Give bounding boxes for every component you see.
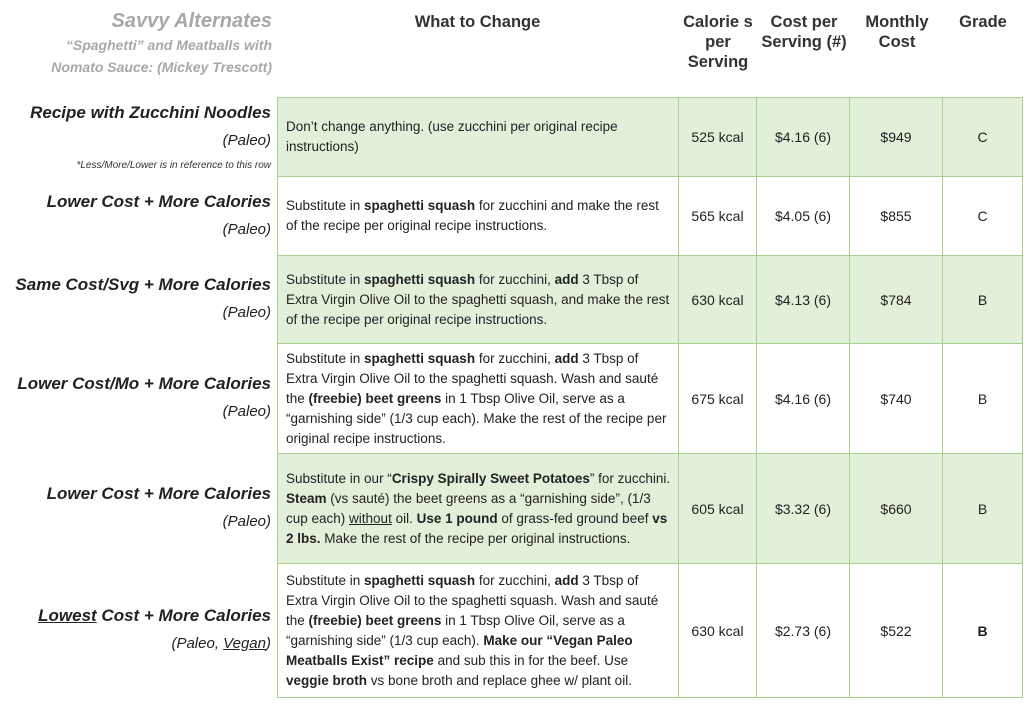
row-label-emphasis: Lowest bbox=[38, 606, 97, 625]
calories-cell: 630 kcal bbox=[679, 256, 757, 344]
row-diet-tag: (Paleo) bbox=[222, 304, 271, 321]
change-text-segment: for zucchini and make the rest of the recipe per original recipe instructions. bbox=[286, 198, 659, 233]
monthly-cost-cell: $660 bbox=[850, 454, 943, 564]
table-row bbox=[278, 454, 1023, 564]
monthly-cost-cell: $949 bbox=[850, 98, 943, 177]
change-text-segment: vs bone broth and replace ghee w/ plant oil. bbox=[367, 672, 632, 688]
header-what-to-change: What to Change bbox=[414, 13, 541, 31]
table-row bbox=[278, 98, 1023, 177]
row-label-text: Lower Cost/Mo + More Calories bbox=[17, 374, 271, 393]
reference-note: *Less/More/Lower is in reference to this row bbox=[76, 159, 271, 171]
change-text-segment: Crispy Spirally Sweet Potatoes bbox=[391, 470, 590, 486]
row-diet-tag: (Paleo) bbox=[222, 131, 271, 149]
monthly-cost-cell: $855 bbox=[850, 177, 943, 256]
change-text-segment: Substitute in bbox=[286, 198, 365, 213]
row-diet-tag-part: ) bbox=[266, 635, 271, 652]
grade-cell: B bbox=[943, 564, 1023, 698]
calories-cell: 565 kcal bbox=[679, 177, 757, 256]
header-cost-per-serving: Cost per Serving (#) bbox=[761, 13, 847, 51]
row-label-title bbox=[0, 273, 271, 297]
change-text-segment: Substitute in our “ bbox=[286, 470, 392, 486]
change-text-segment: add bbox=[554, 350, 579, 366]
page-title: Savvy Alternates bbox=[111, 10, 272, 32]
change-text-segment: of grass-fed ground beef bbox=[497, 510, 653, 526]
change-text-segment: spaghetti squash bbox=[364, 198, 476, 213]
change-text-segment: spaghetti squash bbox=[364, 572, 476, 588]
recipe-subtitle-line2: Nomato Sauce: (Mickey Trescott) bbox=[51, 59, 272, 75]
change-text-segment: Steam bbox=[286, 490, 327, 506]
change-description bbox=[278, 177, 679, 256]
grade-cell: B bbox=[943, 344, 1023, 454]
row-label-title bbox=[0, 190, 271, 214]
row-diet-tag: (Paleo) bbox=[222, 513, 271, 530]
change-text-segment: Substitute in bbox=[286, 572, 365, 588]
header-calories: Calorie s per Serving bbox=[683, 13, 753, 71]
row-label-text: Recipe with Zucchini Noodles bbox=[30, 102, 271, 122]
row-diet-tag-part: (Paleo, bbox=[171, 635, 224, 652]
change-text-segment: oil. bbox=[391, 510, 417, 526]
grade-cell: C bbox=[943, 98, 1023, 177]
row-label-title bbox=[0, 604, 271, 628]
calories-cell: 630 kcal bbox=[679, 564, 757, 698]
change-text-segment: for zucchini, bbox=[475, 572, 555, 588]
change-text-segment: in 1 Tbsp Olive Oil, serve as a “garnishing side” (1/3 cup each). bbox=[286, 612, 625, 648]
change-description bbox=[278, 564, 679, 698]
table-row bbox=[278, 256, 1023, 344]
change-description bbox=[278, 256, 679, 344]
row-diet-tag: (Paleo) bbox=[222, 220, 271, 238]
change-text-segment: without bbox=[349, 510, 392, 526]
change-text-segment: and sub this in for the beef. Use bbox=[433, 652, 629, 668]
calories-cell: 605 kcal bbox=[679, 454, 757, 564]
calories-cell: 525 kcal bbox=[679, 98, 757, 177]
row-label-title bbox=[0, 372, 271, 396]
recipe-subtitle-line1: “Spaghetti” and Meatballs with bbox=[65, 37, 272, 53]
monthly-cost-cell: $784 bbox=[850, 256, 943, 344]
change-text-segment: Substitute in bbox=[286, 271, 365, 287]
title-block bbox=[0, 8, 272, 78]
change-text-segment: ” for zucchini. bbox=[589, 470, 671, 486]
row-label-text: Lower Cost + More Calories bbox=[46, 191, 271, 211]
cost-per-serving-cell: $4.13 (6) bbox=[757, 256, 850, 344]
change-text-segment: vs 2 lbs. bbox=[286, 510, 668, 546]
row-label bbox=[0, 482, 271, 534]
table-row bbox=[278, 564, 1023, 698]
row-diet-tag-part: Vegan bbox=[223, 635, 266, 652]
calories-cell: 675 kcal bbox=[679, 344, 757, 454]
row-label bbox=[0, 372, 271, 424]
table-row bbox=[278, 177, 1023, 256]
cost-per-serving-cell: $4.16 (6) bbox=[757, 344, 850, 454]
change-text-segment: add bbox=[554, 572, 579, 588]
options-table bbox=[277, 97, 1023, 698]
row-diet-tag bbox=[0, 632, 271, 656]
change-text-segment: 3 Tbsp of Extra Virgin Olive Oil to the spaghetti squash. Wash and sauté the bbox=[286, 350, 659, 406]
grade-cell: B bbox=[943, 256, 1023, 344]
cost-per-serving-cell: $3.32 (6) bbox=[757, 454, 850, 564]
monthly-cost-cell: $522 bbox=[850, 564, 943, 698]
change-text-segment: for zucchini, bbox=[475, 350, 555, 366]
grade-cell: C bbox=[943, 177, 1023, 256]
change-text-segment: Don’t change anything. (use zucchini per original recipe instructions) bbox=[286, 119, 618, 154]
row-diet-tag: (Paleo) bbox=[222, 403, 271, 420]
change-description bbox=[278, 98, 679, 177]
row-label bbox=[0, 190, 271, 242]
cost-per-serving-cell: $2.73 (6) bbox=[757, 564, 850, 698]
change-text-segment: add bbox=[554, 271, 579, 287]
change-text-segment: Substitute in bbox=[286, 350, 365, 366]
change-text-segment: spaghetti squash bbox=[364, 350, 476, 366]
change-text-segment: 3 Tbsp of Extra Virgin Olive Oil to the spaghetti squash, and make the rest of the recipe per original recipe instructions. bbox=[286, 271, 670, 327]
change-text-segment: in 1 Tbsp Olive Oil, serve as a “garnishing side” (1/3 cup each). Make the rest of the recipe per original recipe instructions. bbox=[286, 390, 667, 446]
change-text-segment: Make the rest of the recipe per original instructions. bbox=[320, 530, 631, 546]
cost-per-serving-cell: $4.16 (6) bbox=[757, 98, 850, 177]
header-grade: Grade bbox=[959, 13, 1007, 31]
row-label-title bbox=[0, 482, 271, 506]
change-description bbox=[278, 344, 679, 454]
change-text-segment: (freebie) beet greens bbox=[308, 612, 442, 628]
table-row bbox=[278, 344, 1023, 454]
change-text-segment: Use 1 pound bbox=[416, 510, 498, 526]
change-text-segment: (freebie) beet greens bbox=[308, 390, 442, 406]
cost-per-serving-cell: $4.05 (6) bbox=[757, 177, 850, 256]
grade-cell: B bbox=[943, 454, 1023, 564]
change-text-segment: Make our “Vegan Paleo Meatballs Exist” recipe bbox=[286, 632, 633, 668]
change-text-segment: (vs sauté) the beet greens as a “garnishing side”, (1/3 cup each) bbox=[286, 490, 651, 526]
row-label bbox=[0, 273, 271, 325]
change-text-segment: for zucchini, bbox=[475, 271, 555, 287]
change-text-segment: veggie broth bbox=[286, 672, 368, 688]
row-label bbox=[0, 101, 271, 173]
change-text-segment: 3 Tbsp of Extra Virgin Olive Oil to the spaghetti squash. Wash and sauté the bbox=[286, 572, 659, 628]
row-label-text: Same Cost/Svg + More Calories bbox=[15, 275, 271, 294]
row-label bbox=[0, 604, 271, 656]
change-text-segment: spaghetti squash bbox=[364, 271, 476, 287]
row-label-text: Cost + More Calories bbox=[96, 606, 271, 625]
change-description bbox=[278, 454, 679, 564]
row-label-title bbox=[0, 101, 271, 125]
row-label-text: Lower Cost + More Calories bbox=[46, 484, 271, 503]
header-monthly-cost: Monthly Cost bbox=[865, 13, 929, 51]
monthly-cost-cell: $740 bbox=[850, 344, 943, 454]
